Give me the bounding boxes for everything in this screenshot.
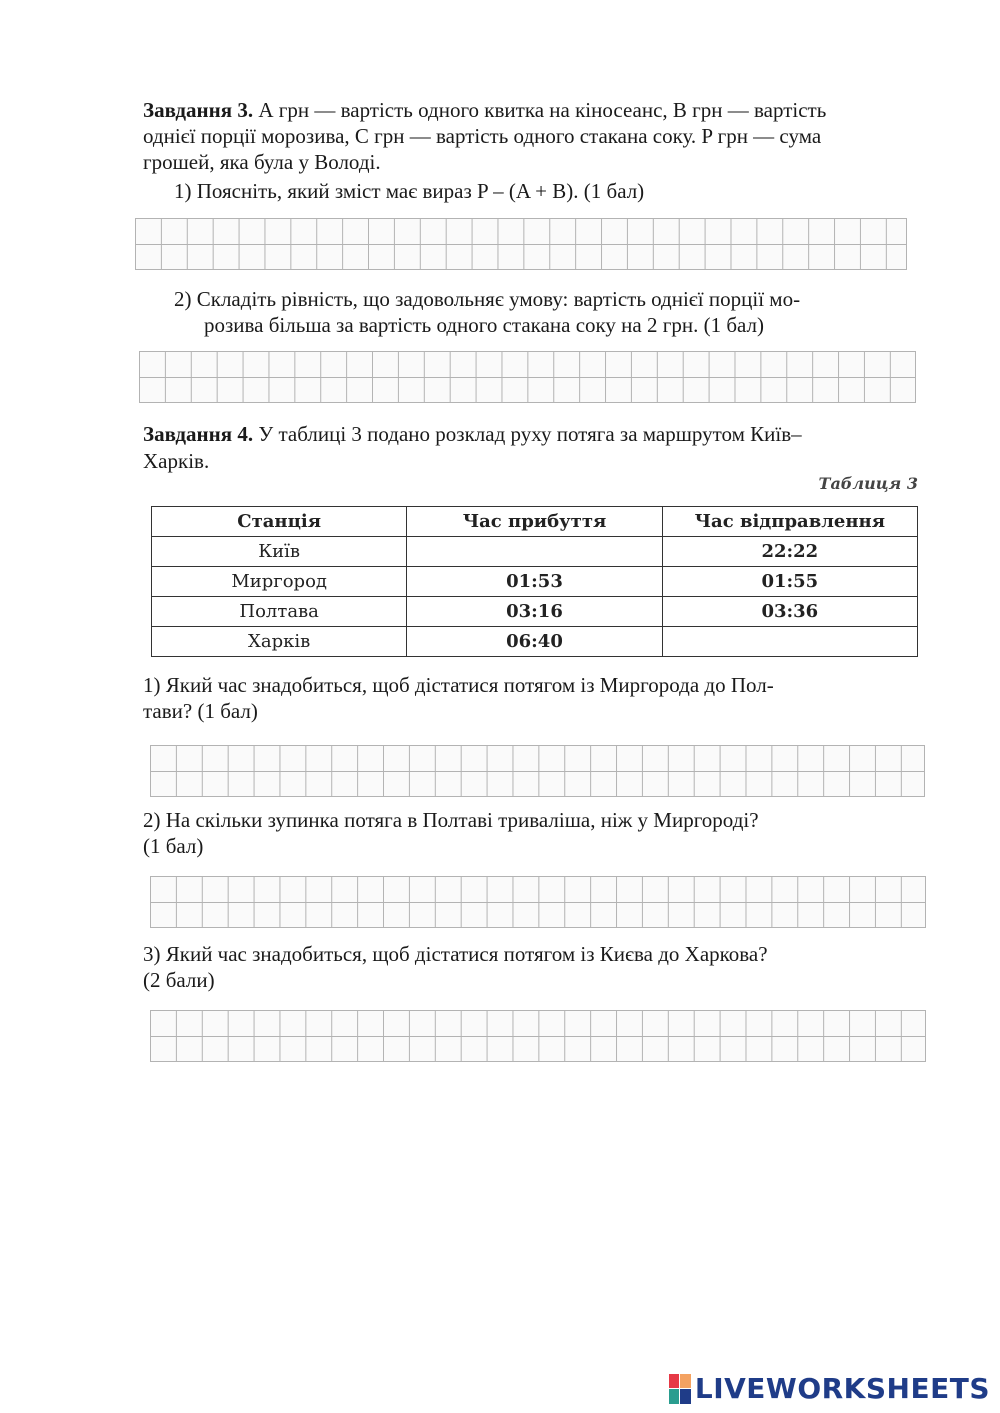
task3-question-1: 1) Поясніть, який зміст має вираз P – (A + B). (1 бал) — [174, 179, 645, 203]
arrival-time — [407, 537, 662, 567]
departure-time: 22:22 — [662, 537, 917, 567]
table-row — [152, 627, 918, 657]
task3-answer-1-grid[interactable] — [135, 218, 907, 270]
arrival-time: 06:40 — [407, 627, 662, 657]
task4-intro-line2: Харків. — [143, 449, 210, 473]
schedule-table — [151, 506, 918, 657]
arrival-time: 03:16 — [407, 597, 662, 627]
departure-time — [662, 627, 917, 657]
header-departure: Час відправлення — [662, 507, 917, 537]
header-station: Станція — [152, 507, 407, 537]
header-arrival: Час прибуття — [407, 507, 662, 537]
task4-intro-line1: У таблиці 3 подано розклад руху потяга за маршрутом Київ– — [258, 422, 802, 446]
station-name: Полтава — [152, 597, 407, 627]
departure-time: 03:36 — [662, 597, 917, 627]
departure-time: 01:55 — [662, 567, 917, 597]
station-name: Київ — [152, 537, 407, 567]
station-name: Харків — [152, 627, 407, 657]
task4-intro — [143, 421, 933, 447]
table-header-row — [152, 507, 918, 537]
task4-question-2-line2: (1 бал) — [143, 834, 204, 858]
arrival-time: 01:53 — [407, 567, 662, 597]
task4-question-3-line1: 3) Який час знадобиться, щоб дістатися потягом із Києва до Харкова? — [143, 942, 768, 966]
liveworksheets-logo-icon — [669, 1374, 691, 1404]
task4-question-1-line2: тави? (1 бал) — [143, 699, 258, 723]
liveworksheets-logo-text: LIVEWORKSHEETS — [694, 1372, 990, 1405]
task3-intro-line1: А грн — вартість одного квитка на кіносеанс, B грн — вартість — [258, 98, 827, 122]
station-name: Миргород — [152, 567, 407, 597]
task4-answer-1-grid[interactable] — [150, 745, 925, 797]
task3-question-2-line2: розива більша за вартість одного стакана соку на 2 грн. (1 бал) — [204, 313, 764, 337]
task3-question-2-line1: 2) Складіть рівність, що задовольняє умову: вартість однієї порції мо- — [174, 287, 801, 311]
task4-title: Завдання 4. — [143, 422, 254, 446]
task4-question-2-line1: 2) На скільки зупинка потяга в Полтаві триваліша, ніж у Миргороді? — [143, 808, 759, 832]
table-row — [152, 567, 918, 597]
table-row — [152, 537, 918, 567]
task3-title: Завдання 3. — [143, 98, 254, 122]
table-row — [152, 597, 918, 627]
table-caption: Таблиця 3 — [818, 474, 918, 493]
task3-intro-line2: однієї порції морозива, C грн — вартість одного стакана соку. P грн — сума — [143, 124, 822, 148]
task4-question-1-line1: 1) Який час знадобиться, щоб дістатися потягом із Миргорода до Пол- — [143, 673, 774, 697]
task4-answer-3-grid[interactable] — [150, 1010, 926, 1062]
task3-answer-2-grid[interactable] — [139, 351, 916, 403]
task3-intro — [143, 97, 933, 123]
liveworksheets-logo — [669, 1372, 990, 1405]
task4-question-3-line2: (2 бали) — [143, 968, 215, 992]
task4-answer-2-grid[interactable] — [150, 876, 926, 928]
task3-intro-line3: грошей, яка була у Володі. — [143, 150, 381, 174]
